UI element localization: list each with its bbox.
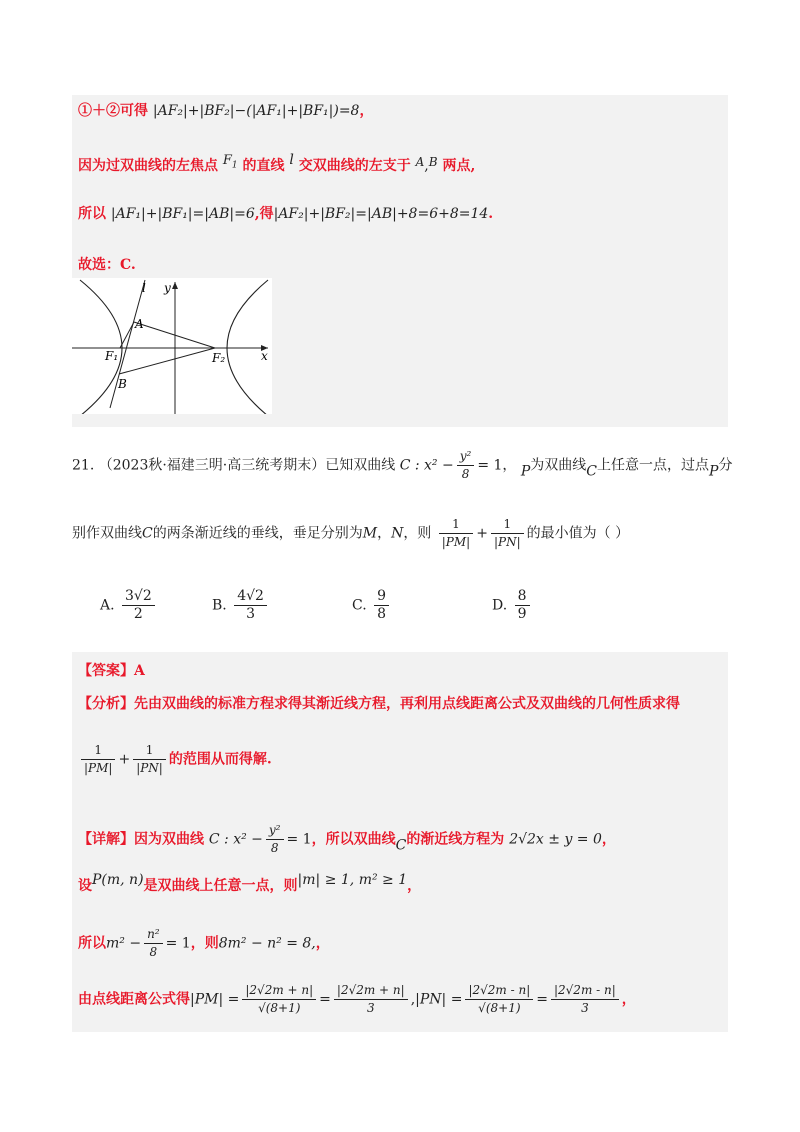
analysis-line: 【分析】先由双曲线的标准方程求得其渐近线方程，再利用点线距离公式及双曲线的几何性质求得	[78, 696, 680, 712]
solution-line-1: ①＋②可得 |AF₂|+|BF₂|−(|AF₁|+|BF₁|)=8，	[78, 103, 374, 119]
hyperbola-diagram	[72, 278, 272, 414]
option-C[interactable]: C. $\frac{9}{8}$	[352, 588, 392, 623]
left-branch	[80, 280, 122, 414]
label-y: y	[164, 281, 171, 295]
answer-line: 【答案】A	[78, 663, 145, 679]
analysis-tail-line: $\frac{1}{|PM|}$ + $\frac{1}{|PN|}$ 的范围从而得解.	[78, 742, 272, 777]
label-A: A	[135, 317, 144, 331]
label-l: l	[142, 281, 146, 295]
detail-line-1: 【详解】因为双曲线 C : x² − $\frac{\text{y²}}{8}$ = 1，所以双曲线C的渐近线方程为 2√2x ± y = 0，	[78, 823, 616, 855]
question-line-1: 21. （2023秋·福建三明·高三统考期末）已知双曲线 C : x² − $\frac{\text{y²}}{8}$ = 1， P为双曲线C上任意一点，过点P分	[72, 449, 733, 481]
option-D[interactable]: D. $\frac{8}{9}$	[492, 588, 533, 623]
label-F1: F₁	[105, 349, 119, 363]
label-x: x	[261, 349, 268, 363]
detail-line-4: 由点线距离公式得|PM| = $\frac{|2√2m + n|}{√(8+1)}$ = $\frac{|2√2m + n|}{3}$ ,|PN| = $\frac{|2√2m - n|}{√(8+1)}$ = $\frac{|2√2m - n|}{3}$ ，	[78, 983, 636, 1015]
option-A[interactable]: A. $\frac{3√2}{2}$	[100, 588, 158, 623]
solution-line-4: 故选：C.	[78, 257, 136, 273]
line-l	[110, 280, 145, 408]
y-axis-arrow	[172, 282, 178, 289]
segment-BF2	[119, 348, 215, 374]
option-B[interactable]: B. $\frac{4√2}{3}$	[212, 588, 270, 623]
solution-line-3: 所以 |AF₁|+|BF₁|=|AB|=6,得|AF₂|+|BF₂|=|AB|+8=6+8=14.	[78, 206, 494, 222]
detail-line-2: 设P(m, n)是双曲线上任意一点，则|m| ≥ 1, m² ≥ 1，	[78, 872, 422, 894]
solution-line-2: 因为过双曲线的左焦点 $F_1$ 的直线 l 交双曲线的左支于 A,B 两点,	[78, 152, 476, 174]
label-F2: F₂	[212, 351, 226, 365]
math-curve: C : x² −	[399, 457, 454, 474]
question-line-2: 别作双曲线C的两条渐近线的垂线，垂足分别为M，N，则 $\frac{1}{|PM|}$ + $\frac{1}{|PN|}$ 的最小值为（ ）	[72, 517, 630, 549]
label-B: B	[118, 377, 127, 391]
detail-line-3: 所以m² − $\frac{\text{n²}}{8}$ = 1，则8m² − n² = 8,，	[78, 927, 330, 959]
hyperbola-figure	[72, 278, 272, 414]
math-expression: |AF₂|+|BF₂|−(|AF₁|+|BF₁|)=8	[152, 103, 360, 119]
